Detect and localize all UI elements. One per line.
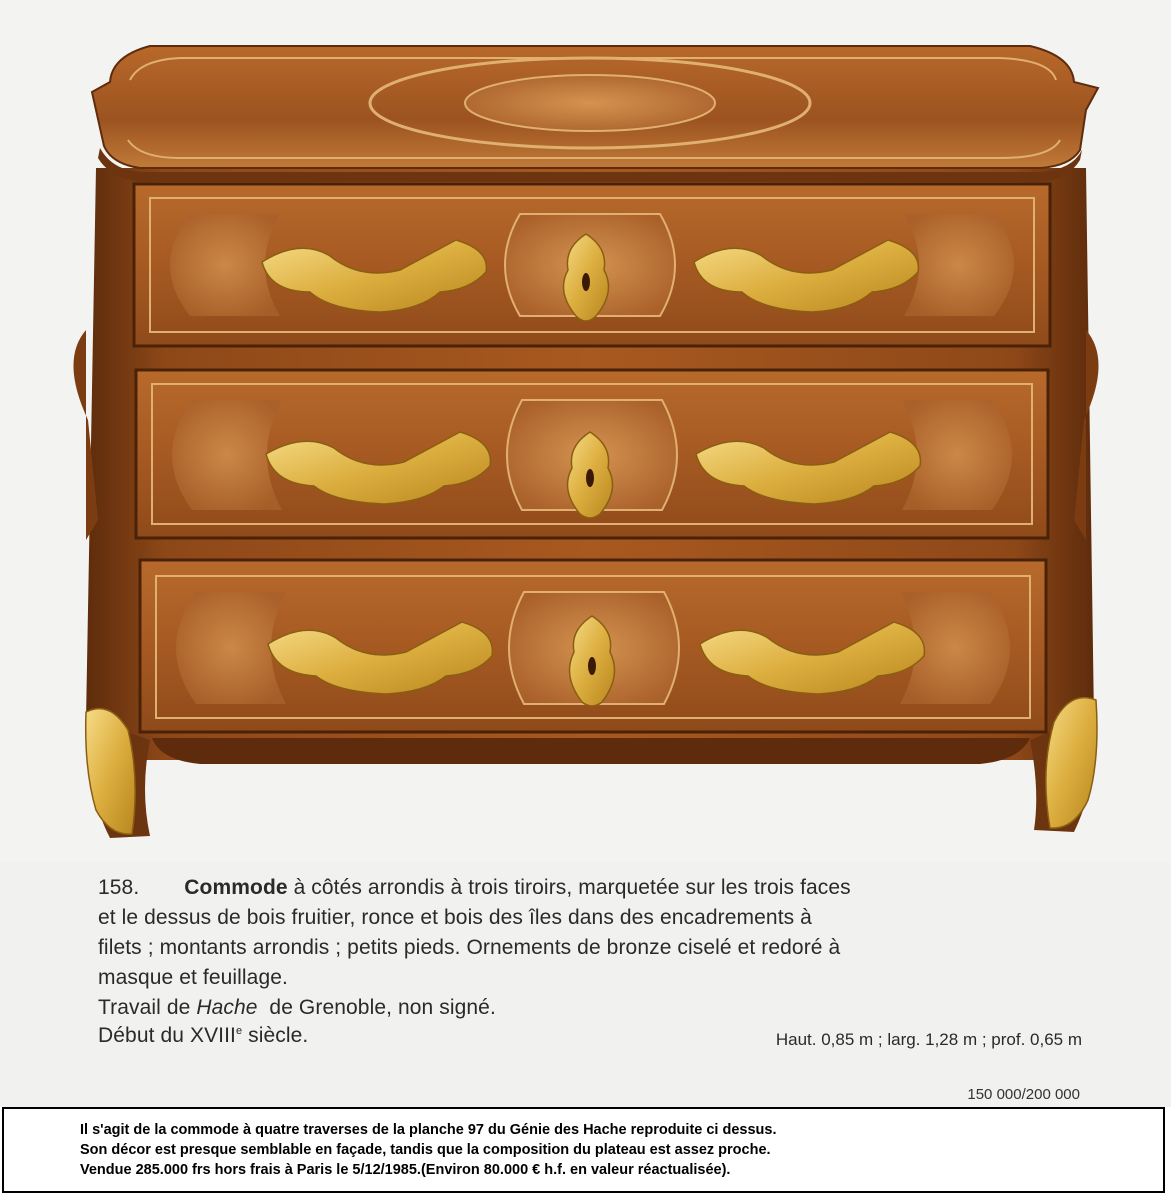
maker-name: Hache: [196, 996, 258, 1019]
century-superscript: e: [235, 1025, 243, 1037]
line-6-suffix: siècle.: [242, 1024, 309, 1047]
catalog-entry: [0, 862, 1171, 1107]
lot-title: Commode: [184, 876, 288, 899]
note-line-3: Vendue 285.000 frs hors frais à Paris le 5/12/1985.(Environ 80.000 € h.f. en valeur réactualisée).: [80, 1162, 731, 1178]
catalog-line-1-rest: à côtés arrondis à trois tiroirs, marquetée sur les trois faces: [287, 876, 851, 899]
catalog-line-6: [98, 1024, 308, 1048]
note-line-2: Son décor est presque semblable en façade, tandis que la composition du plateau est assez proche.: [80, 1142, 771, 1158]
note-line-1: Il s'agit de la commode à quatre traverses de la planche 97 du Génie des Hache reproduite ci dessus.: [80, 1122, 777, 1138]
dimensions: Haut. 0,85 m ; larg. 1,28 m ; prof. 0,65 m: [775, 1030, 1082, 1049]
catalog-line-3: filets ; montants arrondis ; petits pieds. Ornements de bronze ciselé et redoré à: [98, 936, 841, 959]
catalog-line-4: masque et feuillage.: [98, 966, 288, 989]
estimate: 150 000/200 000: [967, 1086, 1080, 1103]
catalog-line-1: [98, 876, 851, 900]
catalog-line-5: [98, 996, 496, 1020]
line-5-suffix: de Grenoble, non signé.: [257, 996, 496, 1019]
annotation-box: [2, 1107, 1165, 1193]
lot-number: 158.: [98, 876, 140, 899]
line-6-prefix: Début du XVIII: [98, 1024, 236, 1047]
line-5-prefix: Travail de: [98, 996, 197, 1019]
catalog-line-2: et le dessus de bois fruitier, ronce et bois des îles dans des encadrements à: [98, 906, 812, 929]
